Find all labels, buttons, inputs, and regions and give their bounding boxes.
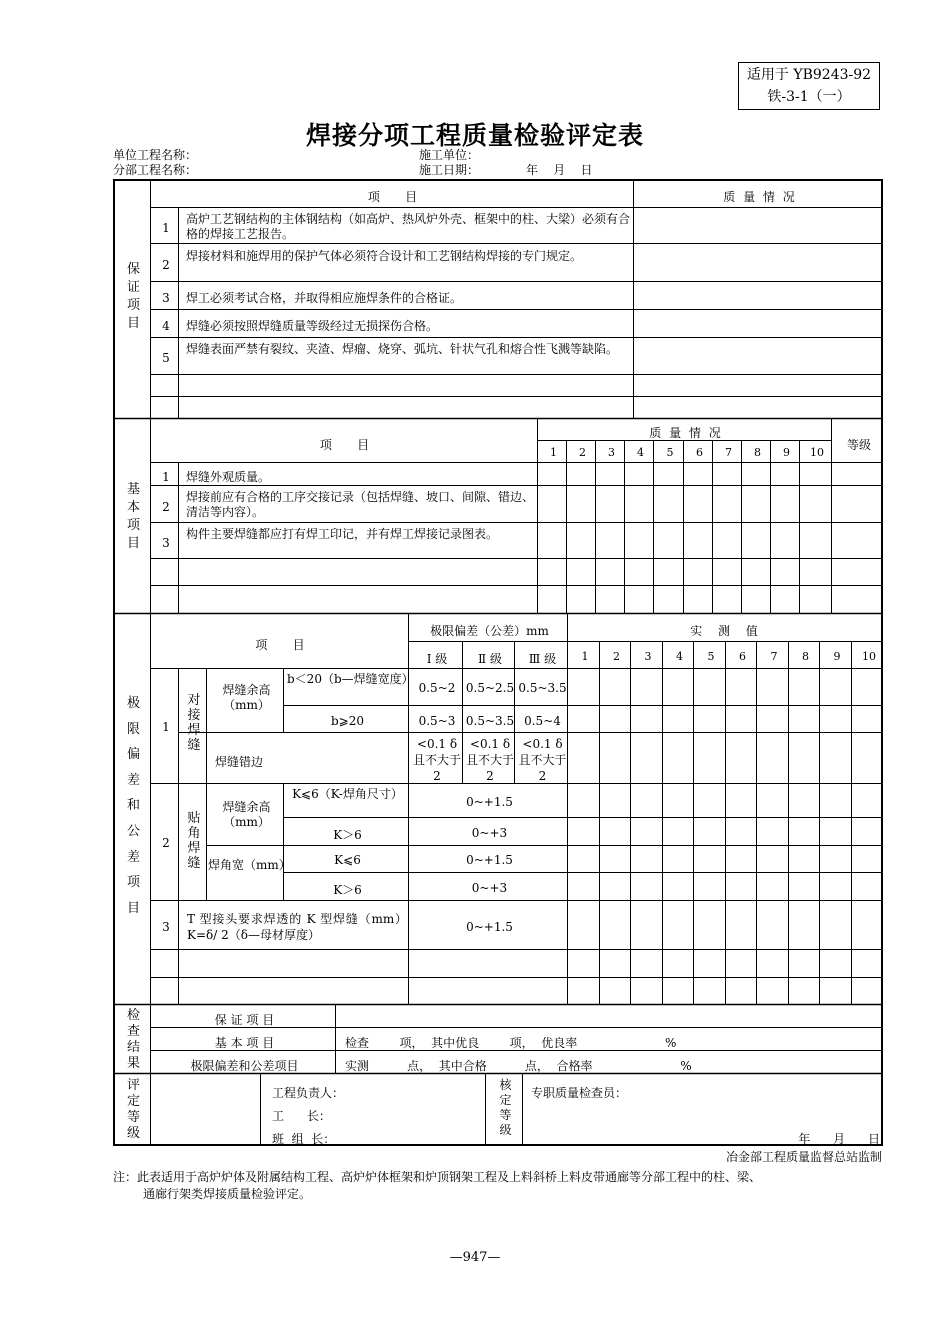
- check-guarantee-label: 保 证 项 目: [214, 1013, 275, 1027]
- rating-section-label: 评定等级: [126, 1078, 140, 1141]
- basic-grade-header: 等级: [846, 438, 871, 452]
- basic-col-1: 1: [550, 446, 557, 459]
- tol-group2-w-b: K＞6: [333, 883, 362, 897]
- tol-group1-misalign: 焊缝错边: [215, 755, 264, 769]
- guarantee-row-1-no: 1: [162, 221, 170, 235]
- tol-group2-w-a-val: 0~+1.5: [466, 853, 513, 867]
- tol-group2-reinforcement: 焊缝余高（mm）: [222, 800, 271, 829]
- standard-line1: 适用于 YB9243-92: [746, 67, 872, 83]
- basic-col-4: 4: [637, 446, 644, 459]
- tolerance-item-header: 项 目: [255, 638, 307, 652]
- tol-group2-type: 贴角焊缝: [187, 811, 201, 871]
- tol-col-8: 8: [802, 650, 809, 663]
- guarantee-row-1-text: 高炉工艺钢结构的主体钢结构（如高炉、热风炉外壳、框架中的柱、大梁）必须有合格的焊接工艺报告。: [186, 212, 631, 241]
- note-line-1: 注：此表适用于高炉炉体及附属结构工程、高炉炉体框架和炉顶钢架工程及上料斜桥上料皮带通廊等分部工程中的柱、梁、: [113, 1170, 762, 1184]
- guarantee-section-label-v: 保证项目: [126, 262, 140, 331]
- tol-col-6: 6: [739, 650, 746, 663]
- page-title: 焊接分项工程质量检验评定表: [305, 121, 644, 150]
- basic-col-6: 6: [696, 446, 703, 459]
- guarantee-item-header-text: 项 目: [367, 190, 420, 204]
- basic-row-1-no: 1: [162, 470, 170, 484]
- rating-inspector: 专职质量检查员：: [531, 1086, 628, 1100]
- unit-project-label: 单位工程名称：: [113, 148, 198, 162]
- rating-team-leader: 班 组 长：: [272, 1132, 336, 1146]
- basic-quality-header-text: 质 量 情 况: [649, 426, 723, 440]
- page-number: —947—: [449, 1250, 501, 1265]
- basic-col-7: 7: [725, 446, 732, 459]
- tol-g1-a-grade1: 0.5~2: [418, 681, 456, 695]
- basic-row-2-no: 2: [162, 500, 170, 514]
- check-tolerance-label: 极限偏差和公差项目: [190, 1059, 299, 1073]
- basic-col-numbers: [539, 446, 833, 462]
- guarantee-row-3-no: 3: [162, 291, 170, 305]
- tol-col-3: 3: [644, 650, 652, 663]
- tol-group3-text: T 型接头要求焊透的 K 型焊缝（mm） K=δ/ 2（δ—母材厚度）: [187, 912, 407, 942]
- tol-g1-b-grade3: 0.5~4: [524, 714, 561, 728]
- basic-row-3-text: 构件主要焊缝都应打有焊工印记，并有焊工焊接记录图表。: [186, 527, 499, 541]
- tol-group2-r-b: K＞6: [333, 828, 362, 842]
- tol-group1-no: 1: [162, 720, 170, 734]
- basic-col-8: 8: [754, 446, 761, 459]
- tol-g1-m-grade2: <0.1 δ且不大于 2: [466, 737, 515, 783]
- grade-3-header: Ⅲ 级: [528, 652, 557, 666]
- tolerance-measured-header: 实 测 值: [690, 624, 764, 638]
- tol-col-9: 9: [833, 650, 841, 663]
- tol-g1-m-grade3: <0.1 δ且不大于 2: [518, 737, 567, 783]
- tol-group3-val: 0~+1.5: [466, 920, 513, 934]
- guarantee-row-2-no: 2: [162, 258, 170, 272]
- tol-col-10: 10: [862, 650, 876, 663]
- tol-group2-no: 2: [162, 836, 170, 850]
- grade-2-header: Ⅱ 级: [478, 652, 502, 666]
- tol-group1-type: 对接焊缝: [187, 693, 201, 753]
- rating-foreman: 工 长：: [272, 1109, 331, 1123]
- tol-group1-reinforcement: 焊缝余高（mm）: [222, 683, 271, 712]
- basic-item-header-text: 项 目: [319, 438, 372, 452]
- basic-section-label: 基本项目: [126, 482, 140, 551]
- tolerance-section-label: 极限偏差和公差项目: [126, 696, 140, 916]
- tol-group3-no: 3: [162, 920, 170, 934]
- tol-col-5: 5: [707, 650, 715, 663]
- tol-g1-m-grade1: <0.1 δ且不大于 2: [412, 737, 461, 783]
- guarantee-row-5-text: 焊缝表面严禁有裂纹、夹渣、焊瘤、烧穿、弧坑、针状气孔和熔合性飞溅等缺陷。: [186, 342, 619, 356]
- tolerance-col-numbers: [569, 650, 885, 666]
- form-grid: [113, 179, 883, 1146]
- check-basic-text: 检查 项， 其中优良 项， 优良率 %: [345, 1036, 677, 1050]
- guarantee-row-3-text: 焊工必须考试合格，并取得相应施焊条件的合格证。: [186, 291, 463, 305]
- tol-g1-a-grade2: 0.5~2.5: [465, 681, 515, 695]
- tol-group1-cond-b: b⩾20: [330, 714, 364, 728]
- rating-verify-label: 核定等级: [499, 1078, 512, 1137]
- construction-date-label: 施工日期：: [419, 163, 480, 177]
- guarantee-row-5-no: 5: [162, 351, 170, 365]
- basic-col-9: 9: [783, 446, 790, 459]
- check-tolerance-text: 实测 点， 其中合格 点， 合格率 %: [345, 1059, 692, 1073]
- tol-group2-r-a: K⩽6（K-焊角尺寸）: [292, 787, 403, 801]
- grade-1-header: Ⅰ 级: [426, 652, 448, 666]
- standard-line2: 铁-3-1（一）: [767, 89, 851, 105]
- construction-unit-label: 施工单位：: [419, 148, 480, 162]
- guarantee-quality-header-text: 质 量 情 况: [723, 190, 797, 204]
- tolerance-limit-header: 极限偏差（公差）mm: [430, 624, 549, 638]
- tol-group2-r-a-val: 0~+1.5: [466, 795, 513, 809]
- tol-group1-cond-a: b＜20（b—焊缝宽度）: [287, 672, 414, 686]
- tol-g1-b-grade1: 0.5~3: [418, 714, 456, 728]
- tol-group2-width: 焊角宽（mm）: [208, 858, 291, 872]
- tol-col-7: 7: [770, 650, 778, 663]
- tol-g1-a-grade3: 0.5~3.5: [518, 681, 567, 695]
- basic-col-10: 10: [810, 446, 824, 459]
- guarantee-row-4-no: 4: [162, 319, 170, 333]
- sub-project-label: 分部工程名称：: [113, 163, 198, 177]
- construction-date-fields: 年 月 日: [526, 163, 593, 177]
- basic-row-1-text: 焊缝外观质量。: [186, 470, 271, 484]
- check-section-label: 检查结果: [126, 1008, 140, 1071]
- guarantee-row-4-text: 焊缝必须按照焊缝质量等级经过无损探伤合格。: [186, 319, 439, 333]
- basic-col-5: 5: [666, 446, 674, 459]
- tol-col-1: 1: [581, 650, 589, 663]
- supervisor-note: 冶金部工程质量监督总站监制: [725, 1150, 882, 1164]
- note-line-2: 通廊行架类焊接质量检验评定。: [143, 1187, 312, 1201]
- check-basic-label: 基 本 项 目: [214, 1036, 275, 1050]
- tol-col-2: 2: [613, 650, 620, 663]
- basic-col-3: 3: [608, 446, 615, 459]
- tol-group2-r-b-val: 0~+3: [471, 826, 508, 840]
- rating-date: 年 月 日: [798, 1132, 880, 1146]
- guarantee-row-2-text: 焊接材料和施焊用的保护气体必须符合设计和工艺钢结构焊接的专门规定。: [186, 249, 583, 263]
- basic-col-2: 2: [579, 446, 586, 459]
- tol-group2-w-b-val: 0~+3: [471, 881, 508, 895]
- rating-project-leader: 工程负责人：: [272, 1086, 345, 1100]
- basic-row-2-text: 焊接前应有合格的工序交接记录（包括焊缝、坡口、间隙、错边、清洁等内容）。: [186, 490, 535, 519]
- tol-group2-w-a: K⩽6: [334, 853, 361, 867]
- tol-col-4: 4: [676, 650, 683, 663]
- tol-g1-b-grade2: 0.5~3.5: [465, 714, 515, 728]
- standard-box: [738, 62, 880, 110]
- basic-row-3-no: 3: [162, 536, 170, 550]
